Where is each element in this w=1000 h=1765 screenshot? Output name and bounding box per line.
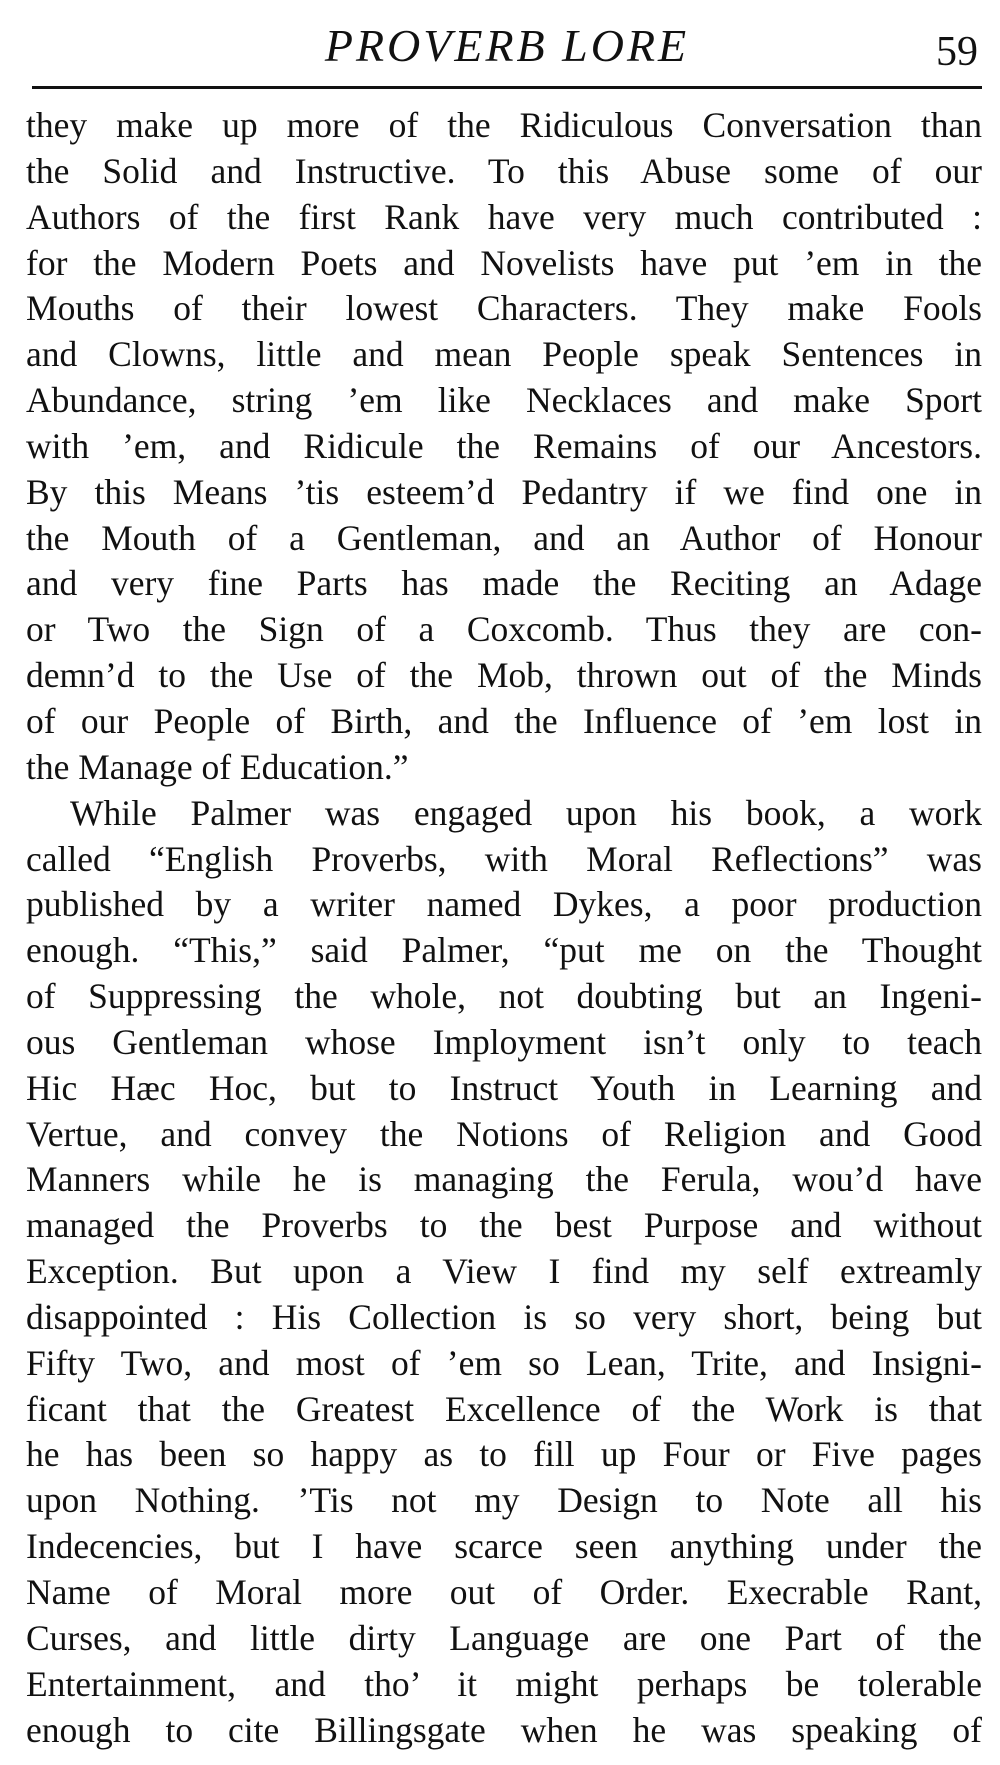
text-line: published by a writer named Dykes, a poor production <box>26 884 982 925</box>
text-line: Manners while he is managing the Ferula, wou’d have <box>26 1159 982 1200</box>
text-line: he has been so happy as to fill up Four or Five pages <box>26 1434 982 1475</box>
text-line: or Two the Sign of a Coxcomb. Thus they are con- <box>26 609 982 650</box>
text-line: disappointed : His Collection is so very short, being but <box>26 1296 982 1337</box>
running-head <box>32 18 982 80</box>
text-line: Authors of the first Rank have very much contributed : <box>26 196 982 237</box>
text-line: Hic Hæc Hoc, but to Instruct Youth in Learning and <box>26 1067 982 1108</box>
text-line: called “English Proverbs, with Moral Reflections” was <box>26 838 982 879</box>
text-line: the Manage of Education.” <box>26 746 409 787</box>
text-line: Mouths of their lowest Characters. They make Fools <box>26 288 982 329</box>
text-line: While Palmer was engaged upon his book, a work <box>70 792 982 833</box>
text-line: and very fine Parts has made the Reciting an Adage <box>26 563 982 604</box>
text-line: Entertainment, and tho’ it might perhaps be tolerable <box>26 1663 982 1704</box>
text-line: for the Modern Poets and Novelists have put ’em in the <box>26 242 982 283</box>
text-line: Curses, and little dirty Language are one Part of the <box>26 1617 982 1658</box>
text-line: Fifty Two, and most of ’em so Lean, Trite, and Insigni- <box>26 1342 982 1383</box>
text-line: Exception. But upon a View I find my self extreamly <box>26 1251 982 1292</box>
running-title: PROVERB LORE <box>324 20 690 71</box>
text-line: the Solid and Instructive. To this Abuse some of our <box>26 150 982 191</box>
text-line: Vertue, and convey the Notions of Religion and Good <box>26 1113 982 1154</box>
text-line: with ’em, and Ridicule the Remains of our Ancestors. <box>26 425 982 466</box>
text-line: of our People of Birth, and the Influence of ’em lost in <box>26 700 982 741</box>
text-line: Indecencies, but I have scarce seen anything under the <box>26 1526 982 1567</box>
page-number: 59 <box>936 29 978 75</box>
text-line: enough to cite Billingsgate when he was speaking of <box>26 1709 982 1750</box>
text-line: upon Nothing. ’Tis not my Design to Note all his <box>26 1480 982 1521</box>
text-line: ous Gentleman whose Imployment isn’t only to teach <box>26 1021 982 1062</box>
text-line: enough. “This,” said Palmer, “put me on the Thought <box>26 930 982 971</box>
text-line: By this Means ’tis esteem’d Pedantry if we find one in <box>26 471 982 512</box>
text-line: the Mouth of a Gentleman, and an Author of Honour <box>26 517 982 558</box>
text-line: Name of Moral more out of Order. Execrable Rant, <box>26 1572 982 1612</box>
text-line: they make up more of the Ridiculous Conversation than <box>26 105 982 145</box>
text-line: and Clowns, little and mean People speak Sentences in <box>26 334 982 375</box>
text-line: demn’d to the Use of the Mob, thrown out of the Minds <box>26 655 982 696</box>
body-text <box>26 103 982 1753</box>
text-line: managed the Proverbs to the best Purpose and without <box>26 1205 982 1246</box>
text-line: of Suppressing the whole, not doubting but an Ingeni- <box>26 976 982 1017</box>
text-line: Abundance, string ’em like Necklaces and make Sport <box>26 380 982 421</box>
header-rule <box>32 86 982 89</box>
text-line: ficant that the Greatest Excellence of the Work is that <box>26 1388 982 1429</box>
